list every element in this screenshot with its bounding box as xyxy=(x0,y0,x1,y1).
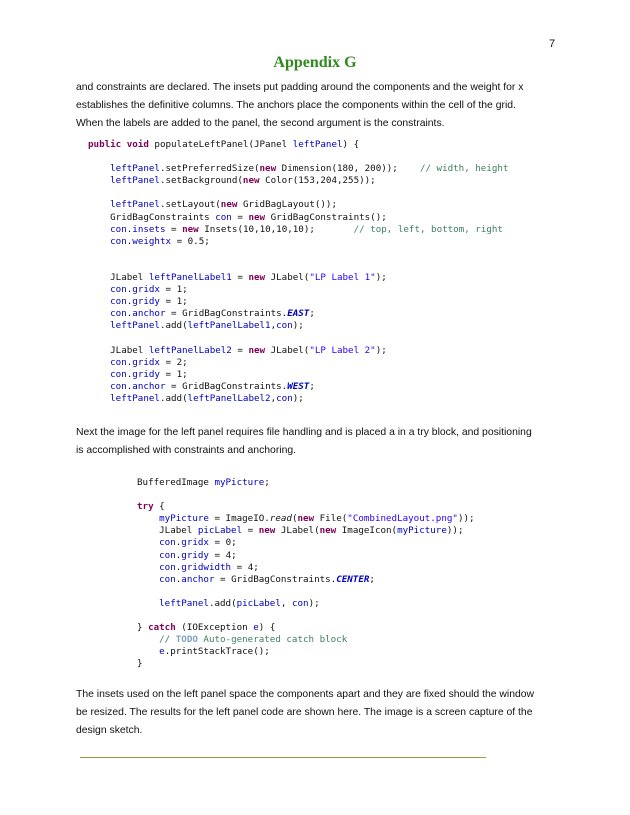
code-token xyxy=(137,574,159,585)
code-token: ; xyxy=(264,477,270,488)
code-token: JLabel xyxy=(88,344,149,356)
code-token xyxy=(137,513,159,524)
code-token: . xyxy=(126,284,133,296)
code-token: con xyxy=(159,561,176,573)
code-token: leftPanel xyxy=(110,199,160,211)
code-token: leftPanelLabel1 xyxy=(187,320,271,332)
insets-paragraph: The insets used on the left panel space the components apart and they are fixed should the window be resized. The results for the left panel code are shown here. The image is a screen capture of the design sketch. xyxy=(76,689,535,736)
code-token: Color(153,204,255)); xyxy=(259,175,376,187)
code-line xyxy=(137,586,475,598)
code-line xyxy=(88,248,508,260)
code-token: )); xyxy=(457,513,475,525)
code-token: JLabel( xyxy=(265,272,310,284)
code-token: GridBagConstraints(); xyxy=(265,211,387,223)
code-token: new xyxy=(297,513,315,525)
code-token: leftPanelLabel2 xyxy=(148,344,232,356)
code-token: = 1; xyxy=(159,368,188,380)
code-token xyxy=(88,308,110,319)
code-token: Insets(10,10,10,10); xyxy=(198,223,354,235)
code-line xyxy=(137,634,475,646)
code-token xyxy=(88,381,110,392)
code-token: = 0.5; xyxy=(171,235,210,247)
code-token: = GridBagConstraints. xyxy=(165,380,288,392)
code-token: CENTER xyxy=(336,573,370,585)
code-line xyxy=(88,163,508,175)
code-token: gridy xyxy=(132,296,160,308)
code-token: new xyxy=(182,223,199,235)
code-token: new xyxy=(258,525,276,537)
code-token: leftPanel xyxy=(110,163,160,175)
code-token: ); xyxy=(308,597,320,609)
code-token: , xyxy=(280,597,292,609)
code-token: con xyxy=(110,223,127,235)
code-token: new xyxy=(220,199,238,211)
code-line xyxy=(88,393,508,405)
code-token: , xyxy=(270,320,277,332)
code-token: weightx xyxy=(132,235,172,247)
code-token: picLabel xyxy=(197,525,243,537)
try-block-code xyxy=(137,477,475,671)
page-number: 7 xyxy=(549,38,556,50)
code-line xyxy=(137,550,475,562)
code-token xyxy=(88,369,110,380)
code-token: new xyxy=(248,211,266,223)
code-token: con xyxy=(159,549,176,561)
code-token: ( xyxy=(291,513,298,525)
code-token: leftPanel xyxy=(159,597,209,609)
code-line xyxy=(88,224,508,236)
code-token: ; xyxy=(309,308,315,320)
code-token: ); xyxy=(375,272,387,284)
code-token: con xyxy=(110,356,127,368)
code-token: ) { xyxy=(342,139,360,150)
code-line xyxy=(137,562,475,574)
code-token: = 4; xyxy=(231,561,259,573)
code-token: JLabel xyxy=(137,525,198,537)
code-token xyxy=(88,357,110,368)
code-token: .printStackTrace(); xyxy=(164,646,270,658)
code-token xyxy=(137,598,159,609)
code-token: .setBackground( xyxy=(159,175,243,187)
code-line xyxy=(137,574,475,586)
code-line xyxy=(88,296,508,308)
code-token: = GridBagConstraints. xyxy=(165,308,288,320)
code-line xyxy=(137,622,475,634)
code-token: = xyxy=(231,211,249,223)
code-line xyxy=(137,658,475,670)
code-token: anchor xyxy=(181,573,215,585)
code-token: = 0; xyxy=(208,537,237,549)
code-token: .add( xyxy=(159,320,188,332)
code-token: File( xyxy=(314,513,348,525)
code-line xyxy=(88,308,508,320)
code-line xyxy=(88,187,508,199)
code-token: ); xyxy=(375,344,387,356)
code-token: read xyxy=(269,513,292,525)
code-token xyxy=(88,175,110,186)
code-token: JLabel xyxy=(88,272,149,284)
code-token: void xyxy=(126,139,149,150)
footer-rule xyxy=(80,757,486,758)
code-line xyxy=(137,477,475,489)
left-panel-code-block xyxy=(88,139,508,405)
code-token: . xyxy=(175,573,182,585)
code-token: gridx xyxy=(132,356,160,368)
code-line xyxy=(137,513,475,525)
code-line xyxy=(88,320,508,332)
code-line xyxy=(137,598,475,610)
code-token: . xyxy=(175,537,182,549)
code-token: e xyxy=(253,622,259,634)
code-token: , xyxy=(270,392,277,404)
code-token: insets xyxy=(132,223,166,235)
code-token: gridx xyxy=(132,284,160,296)
code-line xyxy=(88,357,508,369)
code-line xyxy=(137,501,475,513)
code-token: gridy xyxy=(181,549,209,561)
code-line xyxy=(137,646,475,658)
code-token xyxy=(88,224,110,235)
code-token: leftPanel xyxy=(292,139,343,150)
code-token: "LP Label 2" xyxy=(309,344,376,356)
code-token: . xyxy=(126,296,133,308)
code-token: myPicture xyxy=(159,513,209,525)
code-token: . xyxy=(126,368,133,380)
code-token: TODO xyxy=(175,634,198,646)
code-token: con xyxy=(110,380,127,392)
code-token: con xyxy=(110,284,127,296)
code-token: GridBagLayout()); xyxy=(237,199,337,211)
code-line xyxy=(88,260,508,272)
code-token: .add( xyxy=(208,597,237,609)
code-token: JLabel( xyxy=(275,525,320,537)
code-token: JLabel( xyxy=(265,344,310,356)
code-token xyxy=(137,634,159,645)
code-token: "LP Label 1" xyxy=(309,272,376,284)
code-token: con xyxy=(276,320,293,332)
code-token: .setPreferredSize( xyxy=(159,163,260,175)
code-token: public xyxy=(88,139,122,150)
code-token: = ImageIO. xyxy=(208,513,270,525)
code-token: = 1; xyxy=(159,284,188,296)
code-token: . xyxy=(126,223,133,235)
code-token: (IOException xyxy=(175,622,254,634)
code-token: )); xyxy=(446,525,464,537)
code-token xyxy=(88,393,110,404)
code-token xyxy=(137,537,159,548)
code-line xyxy=(137,610,475,622)
code-token: leftPanel xyxy=(110,320,160,332)
code-line xyxy=(137,525,475,537)
code-line xyxy=(88,175,508,187)
code-token: Auto-generated catch block xyxy=(197,634,348,646)
code-token: // top, left, bottom, right xyxy=(353,223,503,235)
code-token: . xyxy=(126,235,133,247)
code-token: new xyxy=(248,272,266,284)
code-token: new xyxy=(259,163,277,175)
code-token: . xyxy=(126,356,133,368)
code-token: con xyxy=(215,211,232,223)
code-token: con xyxy=(110,368,127,380)
code-line xyxy=(88,272,508,284)
code-line xyxy=(88,151,508,163)
code-token xyxy=(88,163,110,174)
code-token: EAST xyxy=(287,308,310,320)
code-token: leftPanelLabel1 xyxy=(148,272,232,284)
code-token: // xyxy=(159,634,176,646)
code-token: ); xyxy=(292,320,304,332)
image-paragraph: Next the image for the left panel requires file handling and is placed a in a try block, and positioning is accomplished with constraints and anchoring. xyxy=(76,427,532,456)
code-token: con xyxy=(276,392,293,404)
code-token: = 4; xyxy=(208,549,237,561)
code-token xyxy=(88,320,110,331)
code-line xyxy=(88,139,508,151)
code-token: Dimension(180, 200)); xyxy=(276,163,420,175)
code-token: . xyxy=(126,380,133,392)
code-token: } xyxy=(137,622,149,634)
code-line xyxy=(88,369,508,381)
code-token: ImageIcon( xyxy=(336,525,398,537)
code-token: ; xyxy=(369,573,375,585)
code-token: ) { xyxy=(258,622,276,634)
code-token: con xyxy=(159,573,176,585)
code-token: { xyxy=(153,501,165,513)
code-token: . xyxy=(126,308,133,320)
code-token: gridwidth xyxy=(181,561,232,573)
appendix-heading: Appendix G xyxy=(273,54,357,71)
code-token: leftPanelLabel2 xyxy=(187,392,271,404)
code-token: ); xyxy=(292,392,304,404)
code-token: ; xyxy=(309,380,315,392)
code-line xyxy=(137,489,475,501)
code-token: new xyxy=(248,344,266,356)
code-token: populateLeftPanel(JPanel xyxy=(148,139,293,150)
code-token xyxy=(137,550,159,561)
code-token: . xyxy=(175,549,182,561)
code-token: = xyxy=(242,525,259,537)
code-token xyxy=(88,296,110,307)
code-token: BufferedImage xyxy=(137,477,215,488)
code-token xyxy=(88,284,110,295)
code-token: .add( xyxy=(159,392,188,404)
code-token: anchor xyxy=(132,380,166,392)
code-token: con xyxy=(110,296,127,308)
code-token: gridy xyxy=(132,368,160,380)
code-token: con xyxy=(291,597,309,609)
intro-paragraph: and constraints are declared. The insets put padding around the components and the weight for x establishes the definitive columns. The anchors place the components within the cell of the grid. When the labels are added to the panel, the second argument is the constraints. xyxy=(76,82,524,129)
code-token xyxy=(137,562,159,573)
code-token: } xyxy=(137,658,143,670)
code-token xyxy=(88,199,110,210)
code-token: . xyxy=(175,561,182,573)
code-token: new xyxy=(319,525,337,537)
code-token xyxy=(88,236,110,247)
code-token: WEST xyxy=(287,380,310,392)
code-line xyxy=(88,199,508,211)
code-token: = GridBagConstraints. xyxy=(214,573,337,585)
code-token: = 1; xyxy=(159,296,188,308)
code-token: // width, height xyxy=(419,163,509,175)
code-token: myPicture xyxy=(214,477,265,488)
code-token: con xyxy=(159,537,176,549)
code-token: "CombinedLayout.png" xyxy=(347,513,458,525)
code-line xyxy=(88,212,508,224)
code-line xyxy=(88,236,508,248)
code-line xyxy=(88,381,508,393)
code-token: con xyxy=(110,235,127,247)
code-token xyxy=(137,646,159,657)
code-token: = xyxy=(165,223,183,235)
code-line xyxy=(88,345,508,357)
code-token: = xyxy=(231,344,249,356)
code-token: con xyxy=(110,308,127,320)
code-token: GridBagConstraints xyxy=(88,211,216,223)
code-token: anchor xyxy=(132,308,166,320)
code-line xyxy=(88,284,508,296)
code-token: leftPanel xyxy=(110,175,160,187)
code-token: myPicture xyxy=(397,525,447,537)
code-token: try xyxy=(137,501,154,513)
code-token: = 2; xyxy=(159,356,188,368)
code-line xyxy=(137,537,475,549)
code-token: leftPanel xyxy=(110,392,160,404)
code-token: catch xyxy=(148,622,176,634)
code-token: gridx xyxy=(181,537,209,549)
code-token: new xyxy=(242,175,260,187)
code-line xyxy=(88,333,508,345)
code-token: picLabel xyxy=(236,597,281,609)
code-token: = xyxy=(231,272,249,284)
code-token: e xyxy=(159,646,165,658)
code-token: .setLayout( xyxy=(159,199,221,211)
